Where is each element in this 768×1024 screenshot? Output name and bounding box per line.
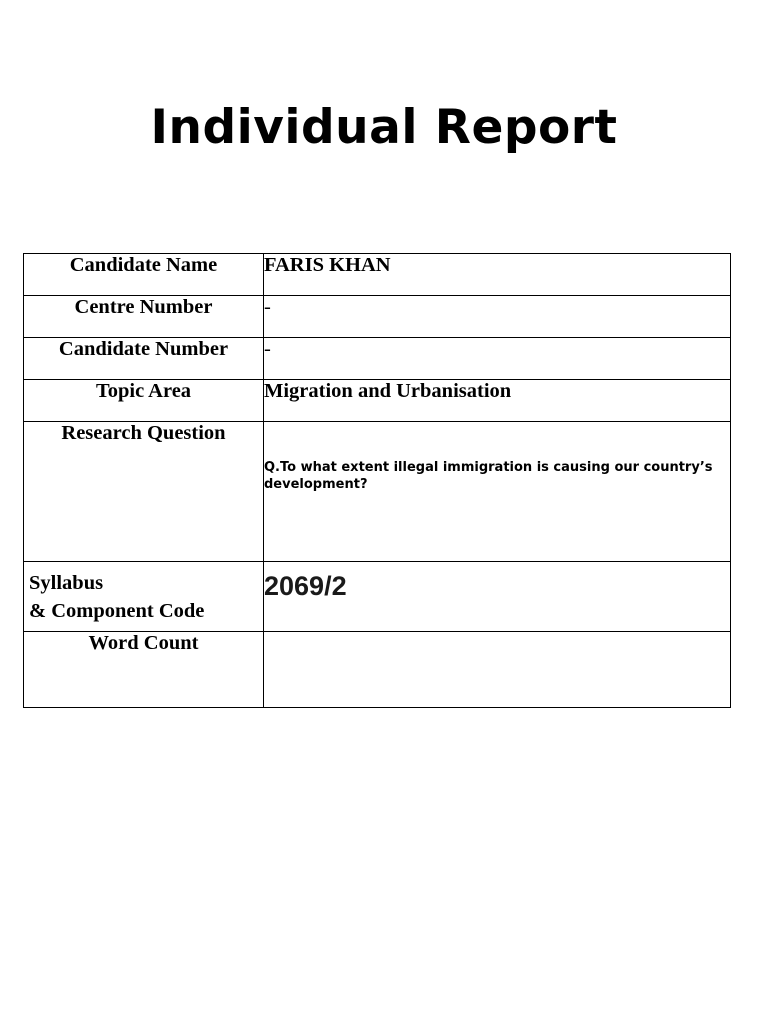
table-row-syllabus-code — [24, 562, 731, 632]
row-label-candidate-number: Candidate Number — [24, 338, 264, 380]
row-label-topic-area: Topic Area — [24, 380, 264, 422]
page-title: Individual Report — [150, 100, 618, 155]
row-label-syllabus-line1: Syllabus — [29, 572, 104, 594]
row-label-syllabus-line2: & Component Code — [29, 600, 205, 622]
row-value-research-question: Q.To what extent illegal immigration is causing our country’s development? — [264, 422, 731, 562]
row-value-syllabus-code: 2069/2 — [264, 562, 731, 632]
table-row-research-question — [24, 422, 731, 562]
row-label-research-question: Research Question — [24, 422, 264, 562]
row-label-centre-number: Centre Number — [24, 296, 264, 338]
table-row-candidate-name — [24, 254, 731, 296]
row-value-centre-number: - — [264, 296, 731, 338]
table-row-centre-number — [24, 296, 731, 338]
row-label-syllabus-code — [24, 562, 264, 632]
table-row-candidate-number — [24, 338, 731, 380]
row-label-word-count: Word Count — [24, 632, 264, 708]
row-value-candidate-number: - — [264, 338, 731, 380]
report-table — [23, 253, 731, 708]
row-value-word-count — [264, 632, 731, 708]
row-label-candidate-name: Candidate Name — [24, 254, 264, 296]
row-value-topic-area: Migration and Urbanisation — [264, 380, 731, 422]
row-value-candidate-name: FARIS KHAN — [264, 254, 731, 296]
table-row-word-count — [24, 632, 731, 708]
table-row-topic-area — [24, 380, 731, 422]
